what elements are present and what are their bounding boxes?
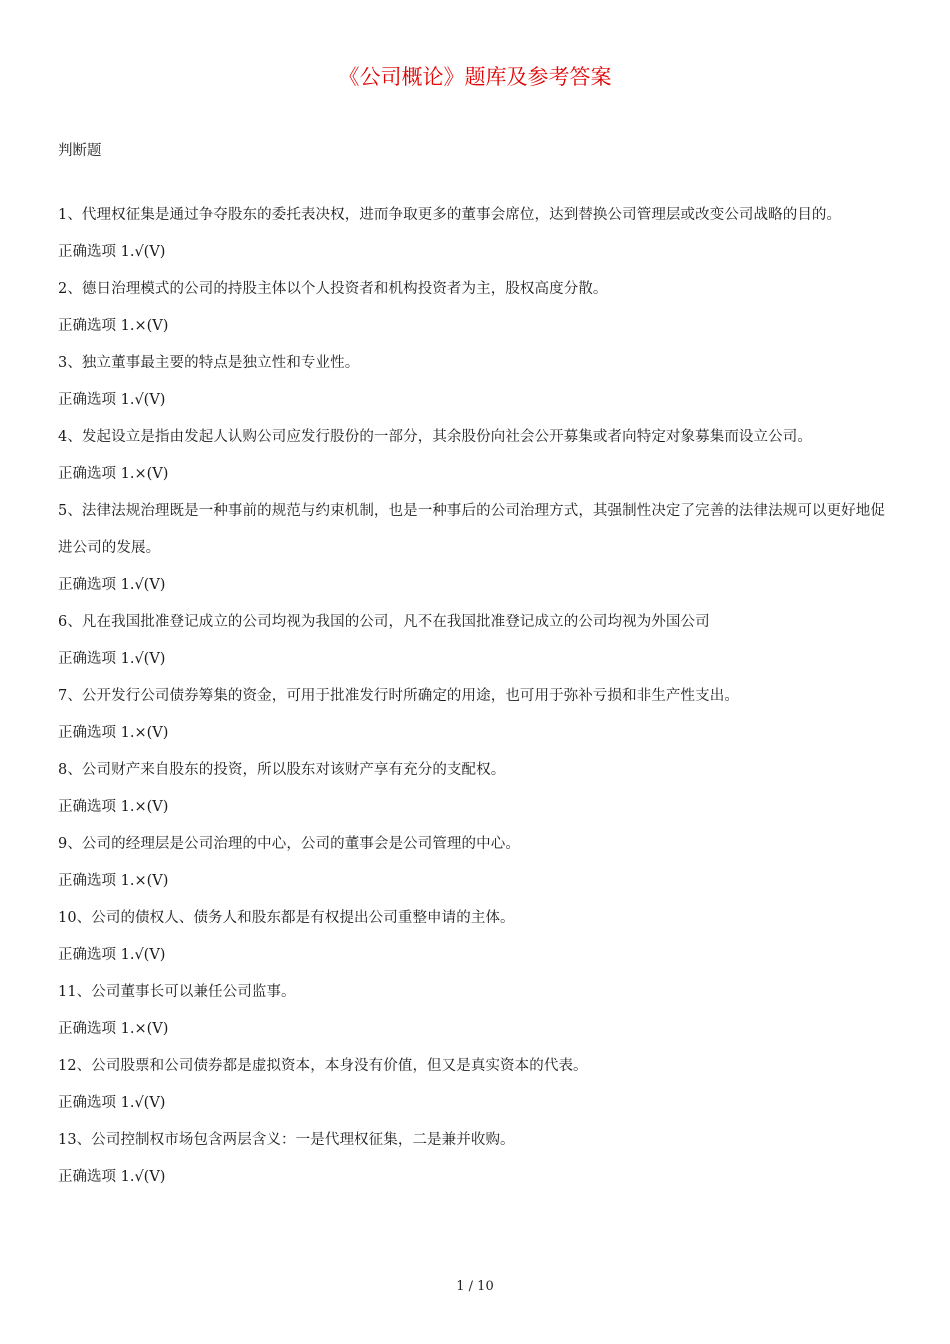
question-text: 7、公开发行公司债券筹集的资金，可用于批准发行时所确定的用途，也可用于弥补亏损和非生产性支出。 (58, 688, 739, 704)
question-text: 6、凡在我国批准登记成立的公司均视为我国的公司，凡不在我国批准登记成立的公司均视为外国公司 (58, 614, 710, 630)
answer-text: 正确选项 1.√(V) (58, 244, 166, 260)
question-item (58, 752, 892, 826)
question-item (58, 974, 892, 1048)
question-text: 3、独立董事最主要的特点是独立性和专业性。 (58, 355, 360, 371)
question-text: 5、法律法规治理既是一种事前的规范与约束机制，也是一种事后的公司治理方式，其强制性决定了完善的法律法规可以更好地促进公司的发展。 (58, 503, 885, 556)
page-number: 1 / 10 (456, 1279, 494, 1294)
question-item (58, 197, 892, 271)
answer-text: 正确选项 1.×(V) (58, 318, 169, 334)
answer-text: 正确选项 1.√(V) (58, 1095, 166, 1111)
section-heading: 判断题 (58, 143, 102, 159)
answer-text: 正确选项 1.√(V) (58, 577, 166, 593)
question-item (58, 678, 892, 752)
question-text: 12、公司股票和公司债券都是虚拟资本，本身没有价值，但又是真实资本的代表。 (58, 1058, 588, 1074)
question-text: 9、公司的经理层是公司治理的中心，公司的董事会是公司管理的中心。 (58, 836, 520, 852)
question-item (58, 1048, 892, 1122)
question-text: 8、公司财产来自股东的投资，所以股东对该财产享有充分的支配权。 (58, 762, 506, 778)
answer-text: 正确选项 1.√(V) (58, 651, 166, 667)
question-text: 10、公司的债权人、债务人和股东都是有权提出公司重整申请的主体。 (58, 910, 515, 926)
question-item (58, 345, 892, 419)
answer-text: 正确选项 1.√(V) (58, 392, 166, 408)
answer-text: 正确选项 1.×(V) (58, 799, 169, 815)
question-list (58, 197, 892, 1196)
document-title: 《公司概论》题库及参考答案 (338, 65, 612, 89)
question-text: 4、发起设立是指由发起人认购公司应发行股份的一部分，其余股份向社会公开募集或者向特定对象募集而设立公司。 (58, 429, 812, 445)
question-item (58, 1122, 892, 1196)
answer-text: 正确选项 1.√(V) (58, 947, 166, 963)
question-item (58, 493, 892, 604)
question-text: 13、公司控制权市场包含两层含义：一是代理权征集，二是兼并收购。 (58, 1132, 515, 1148)
question-text: 2、德日治理模式的公司的持股主体以个人投资者和机构投资者为主，股权高度分散。 (58, 281, 608, 297)
question-text: 1、代理权征集是通过争夺股东的委托表决权，进而争取更多的董事会席位，达到替换公司管理层或改变公司战略的目的。 (58, 207, 842, 223)
answer-text: 正确选项 1.×(V) (58, 873, 169, 889)
question-item (58, 900, 892, 974)
answer-text: 正确选项 1.×(V) (58, 1021, 169, 1037)
answer-text: 正确选项 1.×(V) (58, 725, 169, 741)
question-text: 11、公司董事长可以兼任公司监事。 (58, 984, 296, 1000)
answer-text: 正确选项 1.×(V) (58, 466, 169, 482)
question-item (58, 826, 892, 900)
question-item (58, 604, 892, 678)
question-item (58, 419, 892, 493)
question-item (58, 271, 892, 345)
answer-text: 正确选项 1.√(V) (58, 1169, 166, 1185)
